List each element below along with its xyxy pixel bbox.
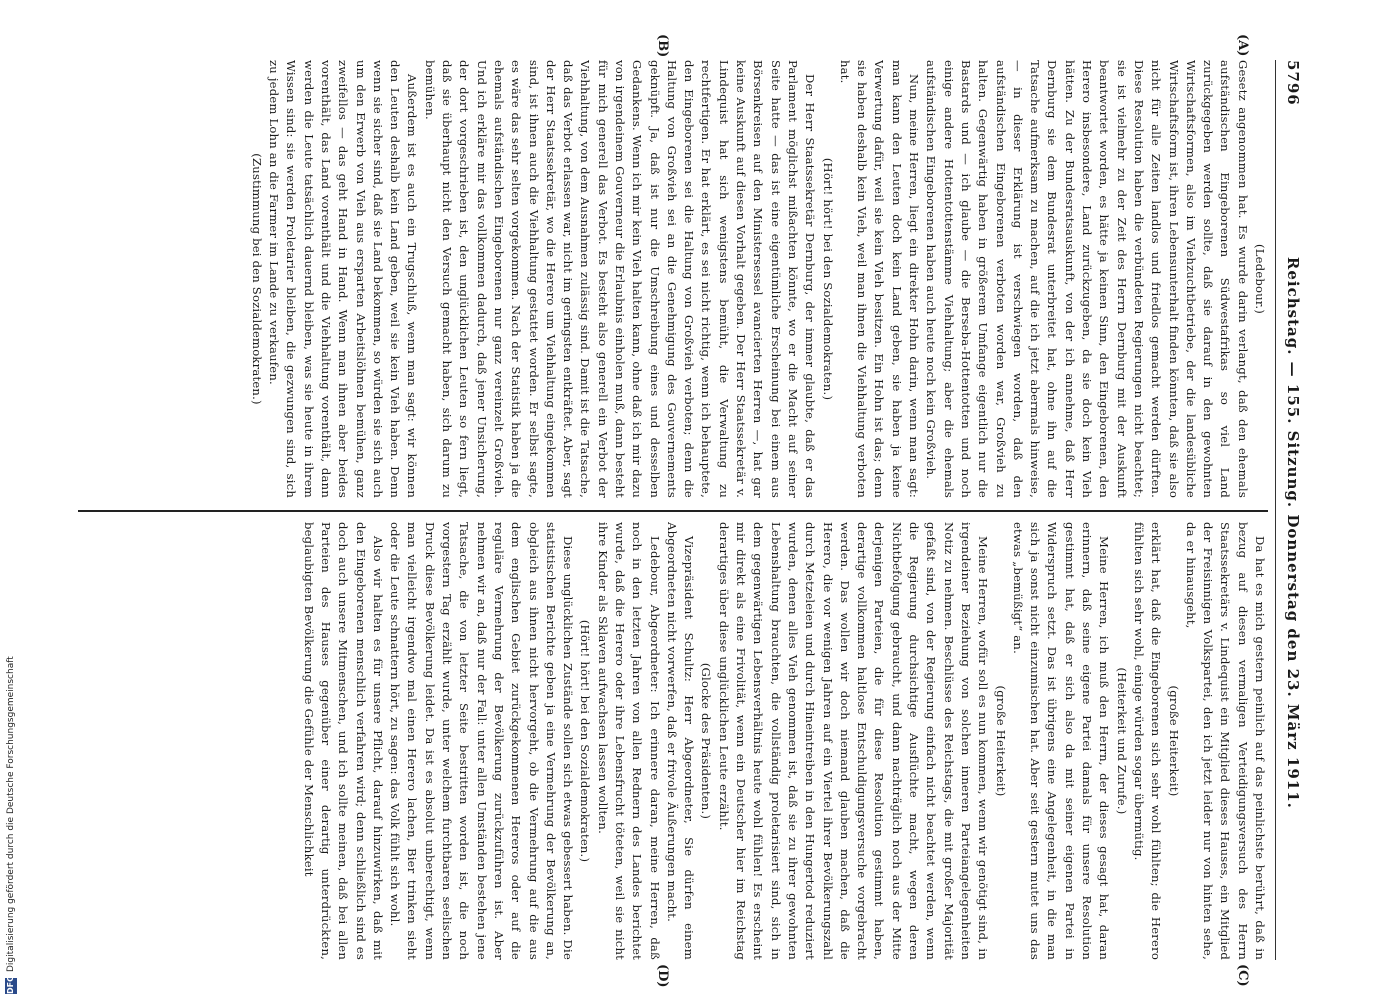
margin-mark-a: (A) [1235,34,1250,57]
paragraph: Da hat es mich gestern peinlich auf das peinlichste berührt, daß in bezug auf diesen vermaligen Verteidigungsversuch des Herrn Staatssekretärs v. Lindequist ein Mitglied dieses Hauses, ein Mitglied der Freisinnigen Volkspartei, den ich jetzt leider nur von hinten sehe, da er hinausgeht, [1183,522,1267,960]
paragraph: Meine Herren, ich muß den Herrn, der dieses gesagt hat, daran erinnern, daß seine eigene Partei damals für unsere Resolution gestimmt hat, daß er sich also da mit seiner eigenen Partei in Widerspruch setzt. Das ist übrigens eine Angelegenheit, in die man sich ja sonst nicht einzumischen hat. Aber seit gestern mutet uns das etwas „bemüßigt“ an. [1010,522,1112,960]
scanned-page [70,34,1310,988]
paragraph: Diese unglücklichen Zustände sollen sich etwas gebessert haben. Die statistischen Berichte geben ja eine Vermehrung der Bevölkerung an, obgleich aus ihnen nicht hervorgeht, ob die Vermehrung auf die aus dem englischen Gebiet zurückgekommenen Hereros oder auf die reguläre Vermehrung der Bevölkerung zurückzuführen ist. Aber nehmen wir an, daß nur der Fall: unter allen Umständen bestehen jene Tatsache, die von letzter Seite bestritten worden ist, die noch vorgestern Tag erzählt wurde, unter welchem furchtbaren seelischen Druck diese Bevölkerung leidet. Da ist es absolut unberechtigt, wenn man vielleicht irgendwo mal einen Herero lachen, Bier trinken sieht oder die Leute schnattern hört, zu sagen: das Volk fühlt sich wohl. [388,522,576,960]
running-header [1276,60,1310,960]
page-number: 5796 [1284,60,1302,106]
margin-mark-c: (C) [1235,964,1250,987]
speaker-label: (Ledebour.) [1253,244,1267,314]
paragraph: Also wir halten es für unsere Pflicht, darauf hinzuwirken, daß mit den Eingeborenen menschlich verfahren wird; denn schließlich sind es doch auch unsere Mitmenschen, und ich sollte meinen, daß bei allen Parteien des Hauses gegenüber einer derartig unterdrückten, beglaubigten Bevölkerung die Gefühle der Menschlichkeit [301,522,385,960]
margin-mark-d: (D) [655,964,670,988]
column-divider [78,510,1268,512]
footer-strip [0,0,22,1000]
interjection: (Glocke des Präsidenten.) [699,662,714,820]
interjection: (Hört! hört! bei den Sozialdemokraten.) [578,619,593,863]
page-content [70,34,1310,988]
interjection: (große Heiterkeit) [1166,685,1181,797]
margin-mark-b: (B) [655,34,670,58]
digitization-credit: Digitalisierung gefördert durch die Deutsche Forschungsgemeinschaft [6,656,16,972]
paragraph: erklärt hat, daß die Eingeborenen sich sehr wohl fühlten; die Herero fühlten sich sehr wohl, einige würden sogar übermütig. [1131,522,1164,960]
interjection: (große Heiterkeit) [993,685,1008,797]
paragraph: Ledebour, Abgeordneter: Ich erinnere daran, meine Herren, daß noch in den letzten Jahren von allen Rednern des Landes berichtet wurde, daß die Herero oder ihre Lebensfrucht töteten, weil sie nicht ihre Kinder als Sklaven aufwachsen lassen wollten. [595,522,662,960]
interjection: (Heiterkeit und Zurufe.) [1114,667,1129,815]
paragraph: Meine Herren, wofür soll es nun kommen, wenn wir genötigt sind, in irgendeiner Beziehung von solchen inneren Parteiangelegenheiten Notiz zu nehmen. Beschlüsse des Reichstags, die mit großer Majorität gefaßt sind, von der Regierung einfach nicht beachtet werden, wenn die Regierung durchsichtige Ausflüchte macht, wegen deren Nichtbefolgung gebraucht, und dann nachträglich noch aus der Mitte derjenigen Parteien, die für diese Resolution gestimmt haben, derartige vollkommen haltlose Entschuldigungsversuche vorgebracht werden. Das wollen wir doch niemand glauben machen, daß die Herero, die vor wenigen Jahren auf ein Viertel ihrer Bevölkerungszahl durch Metzeleien und durch Hineintreiben in den Hungertod reduziert wurden, denen alles Vieh genommen ist, daß sie zu ihrer gewohnten Lebenshaltung brauchten, die vollständig proletarisiert sind, sich in dem gegenwärtigen Lebensverhältnis heute wohl fühlen! Es erscheint mir direkt als eine Frivolität, wenn ein Deutscher hier im Reichstag derartiges über diese unglücklichen Leute erzählt. [716,522,991,960]
right-column [78,522,1268,960]
interjection: (Hört! hört! bei den Sozialdemokraten.) [820,157,835,401]
interjection: (Zustimmung bei den Sozialdemokraten.) [249,153,264,405]
paragraph: Gesetz angenommen hat. Es wurde darin verlangt, daß den ehemals aufständischen Eingeborenen Südwestafrikas so viel Land zurückgegeben werden sollte, daß sie darauf in den gewohnten Wirtschaftsformen, also im Viehzuchtbetriebe, der die landesübliche Wirtschaftsform ist, ihren Lebensunterhalt finden könnten, daß sie also nicht für alle Zeiten landlos und friedlos gemacht werden dürften. Diese Resolution haben die verbündeten Regierungen nicht beachtet; sie ist vielmehr zu der Zeit des Herrn Dernburg mit der Auskunft beantwortet worden, es hätte ja keinen Sinn, den Eingeborenen, den Herero insbesondere, Land zurückzugeben, da sie doch kein Vieh hätten. Zu der Bundesratsauskunft, von der ich annehme, daß Herr Dernburg sie dem Bundesrat unterbreitet hat, ohne ihn auf die Tatsache aufmerksam zu machen, auf die ich jetzt abermals hinweise, — in dieser Erklärung ist verschwiegen worden, daß den aufständischen Eingeborenen verboten worden war, Großvieh zu halten. Gegenwärtig haben in größerem Umfange eigentlich nur die Bastards und — ich glaube — die Berseba-Hottentotten und noch einige andere Hottentottenstämme Viehhaltung; aber die ehemals aufständischen Eingeborenen haben auch heute noch kein Großvieh. [924,60,1250,498]
header-title: Reichstag. — 155. Sitzung. Donnerstag den 23. März 1911. [1284,256,1302,809]
paragraph: Vizepräsident Schultz: Herr Abgeordneter, Sie dürfen einem Abgeordneten nicht vorwerfen, daß er frivole Äußerungen macht. [664,522,697,960]
footer-rotated [0,0,22,1000]
dfg-logo: DFG [6,975,15,994]
paragraph: Der Herr Staatssekretär Dernburg, der immer glaubte, daß er das Parlament möglichst mißachten könnte, wo er die Macht auf seiner Seite hatte — das ist eine eigentümliche Erscheinung bei einem aus Börsenkreisen auf den Ministersessel avancierten Herren —, hat gar keine Auskunft auf diesen Vorhalt gegeben. Der Herr Staatssekretär v. Lindequist hat sich wenigstens bemüht, die Verwaltung zu rechtfertigen. Er hat erklärt, es sei nicht richtig, wenn ich behauptete, den Eingeborenen sei die Haltung von Großvieh verboten; denn die Haltung von Großvieh sei an die Genehmigung des Gouvernements geknüpft. Ja, daß ist nur die Umschreibung eines und desselben Gedankens. Wenn ich mir kein Vieh halten kann, ohne daß ich mir dazu von irgendeinem Gouverneur die Erlaubnis einholen muß, dann besteht für mich generell das Verbot. Es besteht also generell ein Verbot der Viehhaltung, von dem Ausnahmen zulässig sind. Damit ist die Tatsache, daß das Verbot erlassen war, nicht im geringsten entkräftet. Aber, sagt der Herr Staatssekretär, wo die Herero um Viehhaltung eingekommen sind, ist ihnen auch die Viehhaltung gestattet worden. Er selbst sagte, es wäre das sehr selten vorgekommen. Nach der Statistik haben ja die ehemals aufständischen Eingeborenen nur ganz vereinzelt Großvieh. Und ich erkläre mir das vollkommen dadurch, daß jener Unsicherung, der dort vorgeschrieben ist, den unglücklichen Leuten so fern liegt, daß sie überhaupt nicht den Versuch gemacht haben, sich darum zu bemühen. [422,60,818,498]
paragraph: Nun, meine Herren, liegt ein direkter Hohn darin, wenn man sagt: man kann den Leuten doch kein Land geben, sie haben ja keine Verwertung dafür, weil sie kein Vieh besitzen. Ein Hohn ist das; denn sie haben deshalb kein Vieh, weil man ihnen die Viehhaltung verboten hat. [837,60,922,498]
left-column [78,60,1268,498]
header-rule [1275,60,1276,960]
paragraph: Außerdem ist es auch ein Trugschluß, wenn man sagt: wir können den Leuten deshalb kein Land geben, weil sie kein Vieh haben. Denn wenn sie sicher sind, daß sie Land bekommen, so würden sie sich auch um den Erwerb von Vieh aus ersparten Arbeitslöhnen bemühen, ganz zweifellos — das geht Hand in Hand. Wenn man ihnen aber beides vorenthält, das Land vorenthält und die Viehhaltung vorenthält, dann werden die Leute tatsächlich dauernd bleiben, was sie heute in ihrem Wissen sind: sie werden Proletarier bleiben, die gezwungen sind, sich zu jedem Lohn an die Farmer im Lande zu verkaufen. [267,60,420,498]
